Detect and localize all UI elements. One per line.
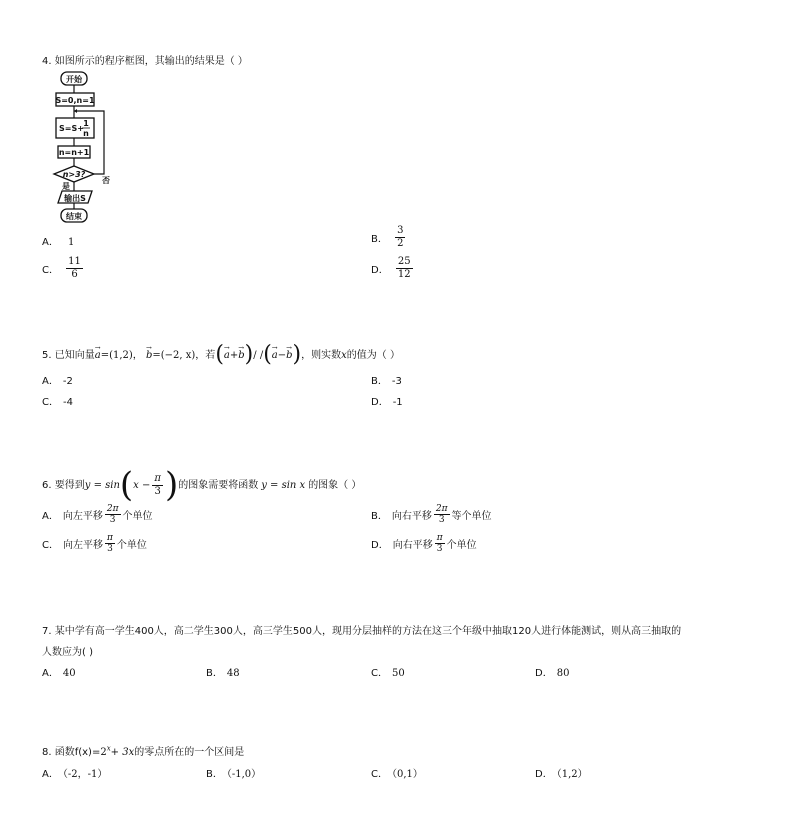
flowchart-assign-den: n xyxy=(83,129,89,138)
fraction-denominator: 6 xyxy=(71,269,78,280)
paren-close: ) xyxy=(244,342,254,367)
option-label: B． xyxy=(371,234,388,245)
fraction-denominator: 3 xyxy=(154,485,161,497)
fraction-denominator: 2 xyxy=(397,238,404,249)
q5-option-a[interactable] xyxy=(42,372,73,387)
paren-open: ( xyxy=(215,342,224,367)
q6-stem xyxy=(42,465,362,505)
option-fraction xyxy=(395,225,405,250)
option-label: A． xyxy=(42,511,59,522)
flowchart-output-label: 输出S xyxy=(64,194,86,203)
q8-option-c[interactable] xyxy=(371,765,423,780)
option-label: C． xyxy=(371,668,388,679)
cond-plus: + xyxy=(229,350,239,361)
option-label: D． xyxy=(371,540,389,551)
q4-option-b[interactable] xyxy=(371,225,407,250)
flowchart-condition-label: n>3? xyxy=(62,170,86,179)
option-value: -4 xyxy=(62,397,73,408)
option-fraction xyxy=(396,256,413,281)
q8-option-a[interactable] xyxy=(42,765,107,780)
func-base: 2 xyxy=(100,747,107,758)
fraction-denominator: 3 xyxy=(438,515,445,525)
fraction-numerator: 2π xyxy=(435,504,448,514)
cond-vector-a: → a xyxy=(224,346,230,366)
func-exponent: x xyxy=(106,744,111,753)
fraction-numerator: 11 xyxy=(68,256,81,267)
option-label: D． xyxy=(535,769,553,780)
paren-close: ) xyxy=(292,342,302,367)
q4-option-c[interactable] xyxy=(42,256,85,281)
option-text: 个单位 xyxy=(116,540,147,551)
option-fraction xyxy=(105,504,121,525)
option-label: A． xyxy=(42,668,59,679)
option-label: C． xyxy=(42,397,59,408)
q5-option-d[interactable] xyxy=(371,393,403,408)
option-label: A． xyxy=(42,376,59,387)
option-value: 48 xyxy=(226,668,240,679)
q4-stem: 4. 如图所示的程序框图，其输出的结果是（ ） xyxy=(42,56,248,67)
q5-option-b[interactable] xyxy=(371,372,402,387)
q8-stem-suffix: 的零点所在的一个区间是 xyxy=(134,747,245,758)
q7-option-b[interactable] xyxy=(206,664,240,679)
flowchart-start-label: 开始 xyxy=(66,75,82,84)
q4-option-a[interactable] xyxy=(42,233,74,248)
fraction-denominator: 3 xyxy=(436,544,443,554)
option-text: 向左平移 xyxy=(62,540,103,551)
fraction-denominator: 12 xyxy=(397,269,411,280)
option-label: A． xyxy=(42,769,59,780)
q8-option-b[interactable] xyxy=(206,765,261,780)
q4-flowchart xyxy=(50,68,125,226)
fraction-denominator: 3 xyxy=(107,544,113,554)
option-label: C． xyxy=(42,265,59,276)
q6-option-b[interactable] xyxy=(371,504,492,525)
option-label: D． xyxy=(371,397,389,408)
option-value: -3 xyxy=(391,376,402,387)
vector-a-value: =(1,2)， xyxy=(100,350,143,361)
option-value: -2 xyxy=(62,376,73,387)
paren-open: ( xyxy=(119,465,134,505)
fraction-numerator: π xyxy=(106,533,113,543)
cond-minus: − xyxy=(277,350,287,361)
option-label: D． xyxy=(371,265,389,276)
option-label: B． xyxy=(206,668,223,679)
q8-option-d[interactable] xyxy=(535,765,588,780)
option-fraction xyxy=(434,504,450,525)
option-value: （-1,0） xyxy=(226,769,262,780)
cond-vector-a: → a xyxy=(272,346,278,366)
option-value: 40 xyxy=(62,668,76,679)
q7-option-d[interactable] xyxy=(535,664,569,679)
q6-stem-mid: 的图象需要将函数 xyxy=(178,480,259,491)
q6-option-d[interactable] xyxy=(371,533,477,554)
option-fraction xyxy=(66,256,83,281)
option-text: 向右平移 xyxy=(391,511,432,522)
flowchart-no-label: 否 xyxy=(102,176,110,185)
option-label: C． xyxy=(42,540,59,551)
q5-option-c[interactable] xyxy=(42,393,73,408)
option-value: 50 xyxy=(391,668,405,679)
fraction-denominator: 3 xyxy=(109,515,116,525)
q6-option-a[interactable] xyxy=(42,504,153,525)
fraction-numerator: 3 xyxy=(397,225,404,236)
q7-option-c[interactable] xyxy=(371,664,405,679)
q5-stem xyxy=(42,342,400,367)
q8-stem xyxy=(42,743,244,758)
option-value: （-2，-1） xyxy=(62,769,108,780)
paren-open: ( xyxy=(263,342,272,367)
flowchart-assign-prefix: S=S+ xyxy=(59,124,84,133)
option-value: 1 xyxy=(68,237,75,248)
paren-close: ) xyxy=(164,465,179,505)
fraction-numerator: 2π xyxy=(106,504,119,514)
q6-stem-prefix: 6. 要得到 xyxy=(42,480,85,491)
option-value: （1,2） xyxy=(556,769,588,780)
vector-b-value: =(−2, x)，若 xyxy=(152,350,216,361)
fraction-numerator: π xyxy=(154,472,161,484)
option-value: 80 xyxy=(556,668,570,679)
option-fraction xyxy=(105,533,115,554)
variable-x: x xyxy=(341,350,347,361)
option-text: 向左平移 xyxy=(62,511,103,522)
q7-option-a[interactable] xyxy=(42,664,76,679)
option-label: B． xyxy=(371,376,388,387)
option-text: 向右平移 xyxy=(392,540,433,551)
cond-vector-b: → b xyxy=(286,346,292,366)
fraction-numerator: 25 xyxy=(397,256,411,267)
cond-vector-b: → b xyxy=(238,346,244,366)
flowchart-increment-label: n=n+1 xyxy=(58,148,90,157)
option-value: （0,1） xyxy=(391,769,423,780)
q7-stem-line1: 7. 某中学有高一学生400人，高二学生300人，高三学生500人，现用分层抽样的方法在这三个年级中抽取120人进行体能测试，则从高三抽取的 xyxy=(42,626,682,637)
option-text: 等个单位 xyxy=(451,511,492,522)
target-function: y = sin xyxy=(84,480,120,491)
option-text: 个单位 xyxy=(446,540,477,551)
option-label: B． xyxy=(371,511,388,522)
option-text: 个单位 xyxy=(122,511,153,522)
option-label: A． xyxy=(42,237,59,248)
q4-option-d[interactable] xyxy=(371,256,415,281)
fraction-numerator: π xyxy=(436,533,443,543)
flowchart-assign-num: 1 xyxy=(83,119,89,128)
option-fraction xyxy=(435,533,445,554)
flowchart-init-label: S=0,n=1 xyxy=(55,96,95,105)
func-rest: + 3x xyxy=(110,747,135,758)
option-label: B． xyxy=(206,769,223,780)
pi-over-three xyxy=(152,473,163,498)
q6-option-c[interactable] xyxy=(42,533,147,554)
q6-stem-suffix: 的图象（ ） xyxy=(308,480,362,491)
option-label: C． xyxy=(371,769,388,780)
q5-stem-prefix: 5. 已知向量 xyxy=(42,350,95,361)
option-value: -1 xyxy=(392,397,403,408)
parallel-symbol: / / xyxy=(253,350,264,361)
q5-stem-mid: ，则实数 xyxy=(301,350,342,361)
base-function: y = sin x xyxy=(261,480,306,491)
option-label: D． xyxy=(535,668,553,679)
vector-a: → a xyxy=(95,346,101,366)
q8-stem-prefix: 8. 函数f(x)= xyxy=(42,747,101,758)
flowchart-yes-label: 是 xyxy=(62,182,70,191)
q5-stem-suffix: 的值为（ ） xyxy=(346,350,400,361)
flowchart-end-label: 结束 xyxy=(66,212,82,221)
q7-stem-line2: 人数应为( ) xyxy=(42,647,93,658)
inner-expression: x − xyxy=(133,480,151,491)
vector-b: → b xyxy=(146,346,152,366)
